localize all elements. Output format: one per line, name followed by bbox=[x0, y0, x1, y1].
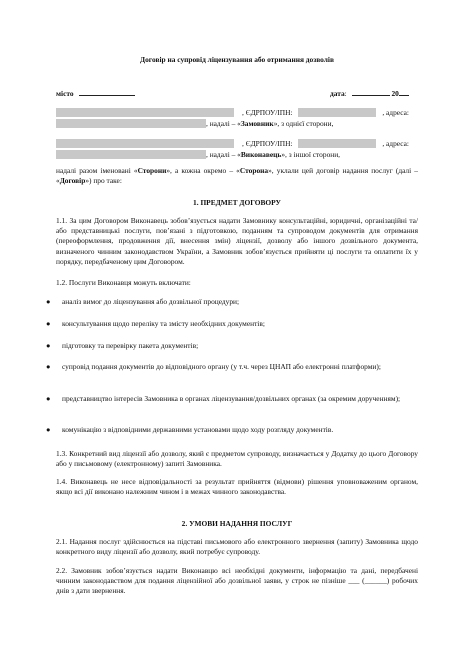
clause-1-1: 1.1. За цим Договором Виконавець зобов’язується надати Замовнику консультаційні, юридичні, організаційні та/або представницькі послуги, пов’язані з підготовкою, поданням та супроводом документів для отримання (переоформлення, продовження дії, внесення змін) ліцензії, дозволу або іншого дозвільного документа, визначеного чинним законодавством України, а Замовник зобов’язується прийняти ці послуги та оплатити їх у порядку, передбаченому цим Договором. bbox=[56, 216, 418, 266]
bullet-dot-icon: ● bbox=[46, 341, 51, 350]
clause-1-3: 1.3. Конкретний вид ліцензії або дозволу, який є предметом супроводу, визначається у Додатку до цього Договору або у письмовому (електронному) запиті Замовника. bbox=[56, 449, 418, 469]
party1-line2: , надалі – «Замовник», з однієї сторони, bbox=[56, 119, 333, 129]
city-blank[interactable] bbox=[79, 88, 135, 96]
party1-edrpou-field[interactable] bbox=[298, 108, 376, 117]
intro-paragraph: надалі разом іменовані «Сторони», а кожна окремо – «Сторона», уклали цей договір надання послуг (далі – «Договір») про таке: bbox=[56, 166, 418, 186]
party1-role: Замовник bbox=[240, 119, 274, 128]
party2-line2: , надалі – «Виконавець», з іншої сторони, bbox=[56, 150, 340, 160]
year-blank[interactable] bbox=[399, 88, 409, 96]
clause-1-2: 1.2. Послуги Виконавця можуть включати: bbox=[56, 278, 191, 287]
city-label: місто bbox=[56, 88, 135, 99]
bullet-item: ● супровід подання документів до відповідного органу (у т.ч. через ЦНАП або електронні платформи); bbox=[46, 362, 381, 371]
bullet-dot-icon: ● bbox=[46, 297, 51, 306]
days-number-blank[interactable]: ___ bbox=[348, 576, 360, 586]
section1-heading: 1. ПРЕДМЕТ ДОГОВОРУ bbox=[193, 198, 281, 207]
party2-name-field[interactable] bbox=[56, 139, 234, 148]
document-title: Договір на супровід ліцензування або отримання дозволів bbox=[140, 55, 334, 64]
clause-1-4: 1.4. Виконавець не несе відповідальності за результат прийняття (відмови) рішення уповноваженим органом, якщо всі дії виконано належним чином і в межах чинного законодавства. bbox=[56, 477, 418, 497]
clause-2-2: 2.2. Замовник зобов’язується надати Виконавцю всі необхідні документи, інформацію та дані, передбачені чинним законодавством для подання ліцензійної або дозвільної заяви, у строк не пізніше ___ (______) робочих днів з дати звернення. bbox=[56, 566, 418, 596]
party2-line1: , ЄДРПОУ/ІПН: , адреса: bbox=[56, 139, 409, 149]
date-year: 20 bbox=[391, 89, 399, 98]
date-label: дата bbox=[330, 89, 345, 98]
party2-role: Виконавець bbox=[240, 150, 282, 159]
party1-line1: , ЄДРПОУ/ІПН: , адреса: bbox=[56, 108, 409, 118]
date-blank[interactable] bbox=[352, 88, 390, 96]
bullet-dot-icon: ● bbox=[46, 425, 51, 434]
bullet-item: ● підготовку та перевірку пакета документів; bbox=[46, 341, 199, 350]
party2-address-field[interactable] bbox=[56, 150, 206, 159]
section2-heading: 2. УМОВИ НАДАННЯ ПОСЛУГ bbox=[181, 519, 293, 528]
bullet-dot-icon: ● bbox=[46, 362, 51, 371]
bullet-item: ● представництво інтересів Замовника в органах ліцензування/дозвільних органах (за окремим дорученням); bbox=[46, 394, 401, 403]
bullet-dot-icon: ● bbox=[46, 319, 51, 328]
bullet-dot-icon: ● bbox=[46, 394, 51, 403]
clause-2-1: 2.1. Надання послуг здійснюється на підставі письмового або електронного звернення (запиту) Замовника щодо конкретного виду ліцензії або дозволу, який потребує супроводу. bbox=[56, 537, 418, 557]
party2-edrpou-field[interactable] bbox=[298, 139, 376, 148]
date-field: дата: 20 bbox=[330, 88, 409, 99]
party1-name-field[interactable] bbox=[56, 108, 234, 117]
bullet-item: ● аналіз вимог до ліцензування або дозвільної процедури; bbox=[46, 297, 240, 306]
bullet-item: ● консультування щодо переліку та змісту необхідних документів; bbox=[46, 319, 265, 328]
days-words-blank[interactable]: (______) bbox=[362, 576, 390, 586]
party1-address-field[interactable] bbox=[56, 119, 206, 128]
bullet-item: ● комунікацію з відповідними державними установами щодо ходу розгляду документів. bbox=[46, 425, 334, 434]
